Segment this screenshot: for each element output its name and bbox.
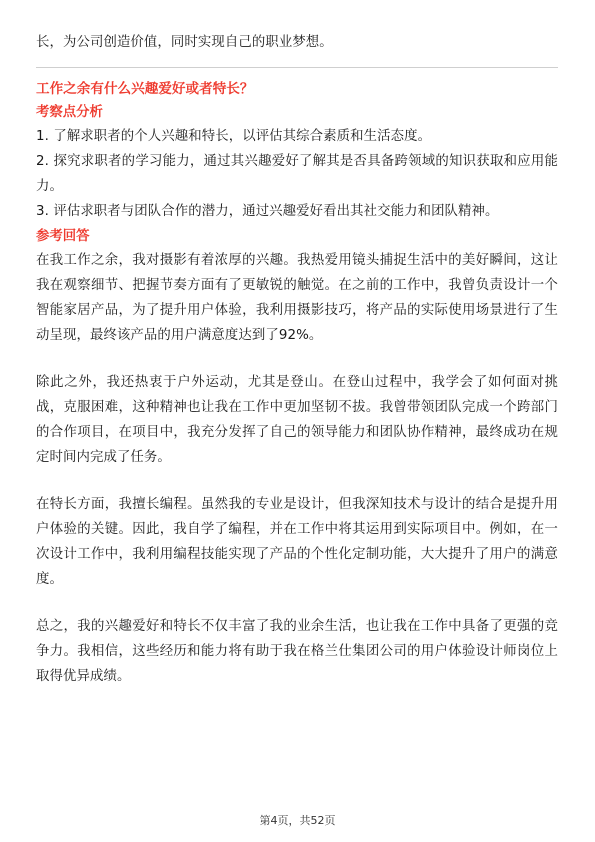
paragraph-gap bbox=[36, 470, 558, 492]
analysis-point: 2. 探究求职者的学习能力，通过其兴趣爱好了解其是否具备跨领域的知识获取和应用能力。 bbox=[36, 154, 558, 194]
analysis-point: 3. 评估求职者与团队合作的潜力，通过兴趣爱好看出其社交能力和团队精神。 bbox=[36, 204, 499, 219]
answer-paragraph: 在特长方面，我擅长编程。虽然我的专业是设计，但我深知技术与设计的结合是提升用户体验的关键。因此，我自学了编程，并在工作中将其运用到实际项目中。例如，在一次设计工作中，我利用编程技能实现了产品的个性化定制功能，大大提升了用户的满意度。 bbox=[36, 497, 558, 587]
page-content bbox=[36, 30, 558, 689]
answer-paragraph: 在我工作之余，我对摄影有着浓厚的兴趣。我热爱用镜头捕捉生活中的美好瞬间，这让我在观察细节、把握节奏方面有了更敏锐的触觉。在之前的工作中，我曾负责设计一个智能家居产品，为了提升用户体验，我利用摄影技巧，将产品的实际使用场景进行了生动呈现，最终该产品的用户满意度达到了92%。 bbox=[36, 253, 558, 343]
answer-paragraph: 总之，我的兴趣爱好和特长不仅丰富了我的业余生活，也让我在工作中具备了更强的竞争力。我相信，这些经历和能力将有助于我在格兰仕集团公司的用户体验设计师岗位上取得优异成绩。 bbox=[36, 619, 558, 684]
page-number: 第4页，共52页 bbox=[259, 814, 336, 827]
analysis-point: 1. 了解求职者的个人兴趣和特长，以评估其综合素质和生活态度。 bbox=[36, 129, 432, 144]
analysis-heading: 考察点分析 bbox=[36, 105, 103, 120]
answer-heading: 参考回答 bbox=[36, 229, 90, 244]
paragraph-gap bbox=[36, 348, 558, 370]
question-heading: 工作之余有什么兴趣爱好或者特长？ bbox=[36, 81, 254, 97]
paragraph-gap bbox=[36, 592, 558, 614]
answer-paragraph: 除此之外，我还热衷于户外运动，尤其是登山。在登山过程中，我学会了如何面对挑战，克服困难，这种精神也让我在工作中更加坚韧不拔。我曾带领团队完成一个跨部门的合作项目，在项目中，我充分发挥了自己的领导能力和团队协作精神，最终成功在规定时间内完成了任务。 bbox=[36, 375, 558, 465]
intro-tail-text: 长，为公司创造价值，同时实现自己的职业梦想。 bbox=[36, 35, 333, 50]
section-divider bbox=[36, 67, 558, 68]
